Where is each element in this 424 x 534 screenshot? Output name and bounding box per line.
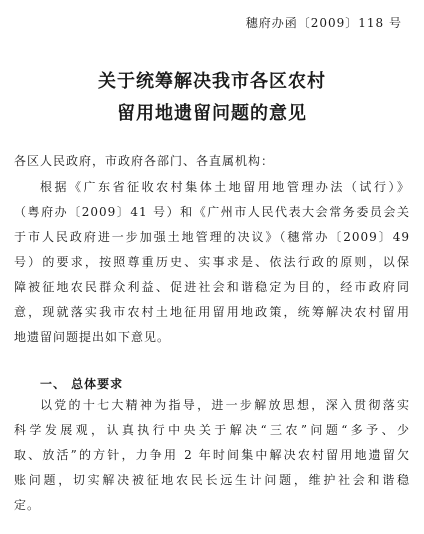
paragraph-line: 以党的十七大精神为指导，进一步解放思想，深入贯彻落实 — [40, 398, 410, 412]
document-title-line-1: 关于统筹解决我市各区农村 — [98, 71, 326, 92]
salutation: 各区人民政府，市政府各部门、各直属机构： — [14, 154, 275, 168]
paragraph-line: 于市人民政府进一步加强土地管理的决议》（穗常办〔2009〕49 — [14, 230, 410, 244]
paragraph-line: 地遗留问题提出如下意见。 — [14, 330, 171, 344]
document-number: 穗府办函〔2009〕118 号 — [245, 16, 402, 30]
paragraph-line: 科学发展观，认真执行中央关于解决“三农”问题“多予、少 — [14, 423, 410, 437]
paragraph-line: 账问题，切实解决被征地农民长远生计问题，维护社会和谐稳 — [14, 473, 410, 487]
paragraph-line: （粤府办〔2009〕41 号）和《广州市人民代表大会常务委员会关 — [14, 205, 410, 219]
paragraph-line: 取、放活”的方针，力争用 2 年时间集中解决农村留用地遗留欠 — [14, 448, 410, 462]
paragraph-line: 定。 — [14, 498, 41, 512]
document-title-line-2: 留用地遗留问题的意见 — [117, 103, 307, 124]
paragraph-line: 号）的要求，按照尊重历史、实事求是、依法行政的原则，以保 — [14, 255, 410, 269]
paragraph-line: 障被征地农民群众利益、促进社会和谐稳定为目的，经市政府同 — [14, 280, 410, 294]
paragraph-line: 根据《广东省征收农村集体土地留用地管理办法（试行）》 — [40, 180, 410, 194]
section-heading: 一、 总体要求 — [40, 377, 124, 391]
paragraph-line: 意，现就落实我市农村土地征用留用地政策，统筹解决农村留用 — [14, 305, 410, 319]
